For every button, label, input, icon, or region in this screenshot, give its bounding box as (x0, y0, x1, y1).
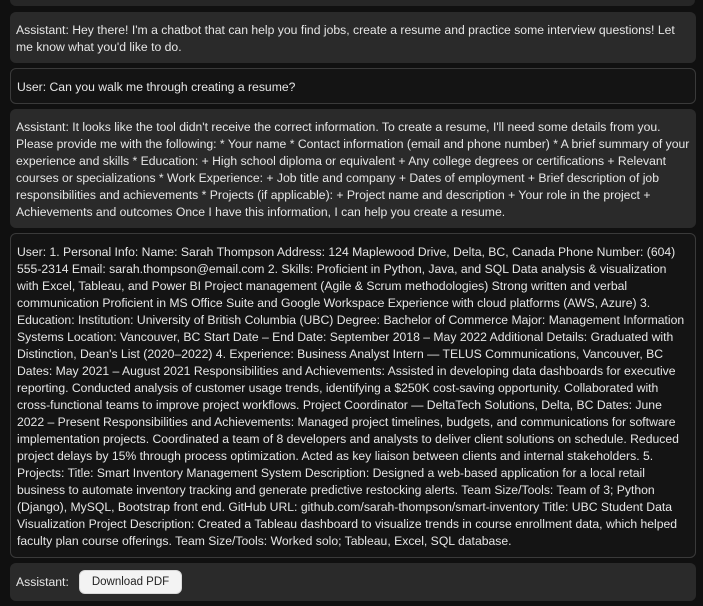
download-pdf-button[interactable]: Download PDF (79, 570, 182, 594)
previous-message-edge (10, 0, 695, 6)
chat-transcript (10, 12, 696, 606)
assistant-message: Assistant: Hey there! I'm a chatbot that can help you find jobs, create a resume and practice some interview questions! Let me know what you'd like to do. (10, 12, 696, 63)
assistant-label: Assistant: (16, 574, 69, 589)
assistant-message: Assistant: It looks like the tool didn't receive the correct information. To create a resume, I'll need some details from you. Please provide me with the following: * Your name * Contact information (email and phone number) * A brief summary of your experience and skills * Education: + High school diploma or equivalent + Any college degrees or certifications + Relevant courses or specializations * Work Experience: + Job title and company + Dates of employment + Brief description of job responsibilities and achievements * Projects (if applicable): + Project name and description + Your role in the project + Achievements and outcomes Once I have this information, I can help you create a resume. (10, 109, 696, 228)
assistant-message-with-download (10, 563, 696, 601)
user-message: User: 1. Personal Info: Name: Sarah Thompson Address: 124 Maplewood Drive, Delta, BC, Canada Phone Number: (604) 555-2314 Email: sarah.thompson@email.com 2. Skills: Proficient in Python, Java, and SQL Data analysis & visualization with Excel, Tableau, and Power BI Project management (Agile & Scrum methodologies) Strong written and verbal communication Proficient in MS Office Suite and Google Workspace Experience with cloud platforms (AWS, Azure) 3. Education: Institution: University of British Columbia (UBC) Degree: Bachelor of Commerce Major: Management Information Systems Location: Vancouver, BC Start Date – End Date: September 2018 – May 2022 Additional Details: Graduated with Distinction, Dean's List (2020–2022) 4. Experience: Business Analyst Intern — TELUS Communications, Vancouver, BC Dates: May 2021 – August 2021 Responsibilities and Achievements: Assisted in developing data dashboards for executive reporting. Conducted analysis of customer usage trends, identifying a $250K cost-saving opportunity. Collaborated with cross-functional teams to improve project workflows. Project Coordinator — DeltaTech Solutions, Delta, BC Dates: June 2022 – Present Responsibilities and Achievements: Managed project timelines, budgets, and communications for software implementation projects. Coordinated a team of 8 developers and analysts to deliver client solutions on schedule. Reduced project delays by 15% through process optimization. Acted as key liaison between clients and internal stakeholders. 5. Projects: Title: Smart Inventory Management System Description: Designed a web-based application for a local retail business to automate inventory tracking and generate predictive restocking alerts. Team Size/Tools: Team of 3; Python (Django), MySQL, Bootstrap front end. GitHub URL: github.com/sarah-thompson/smart-inventory Title: UBC Student Data Visualization Project Description: Created a Tableau dashboard to visualize trends in course enrollment data, which helped faculty plan course offerings. Team Size/Tools: Worked solo; Tableau, Excel, SQL database. (10, 233, 696, 558)
user-message: User: Can you walk me through creating a resume? (10, 68, 696, 104)
